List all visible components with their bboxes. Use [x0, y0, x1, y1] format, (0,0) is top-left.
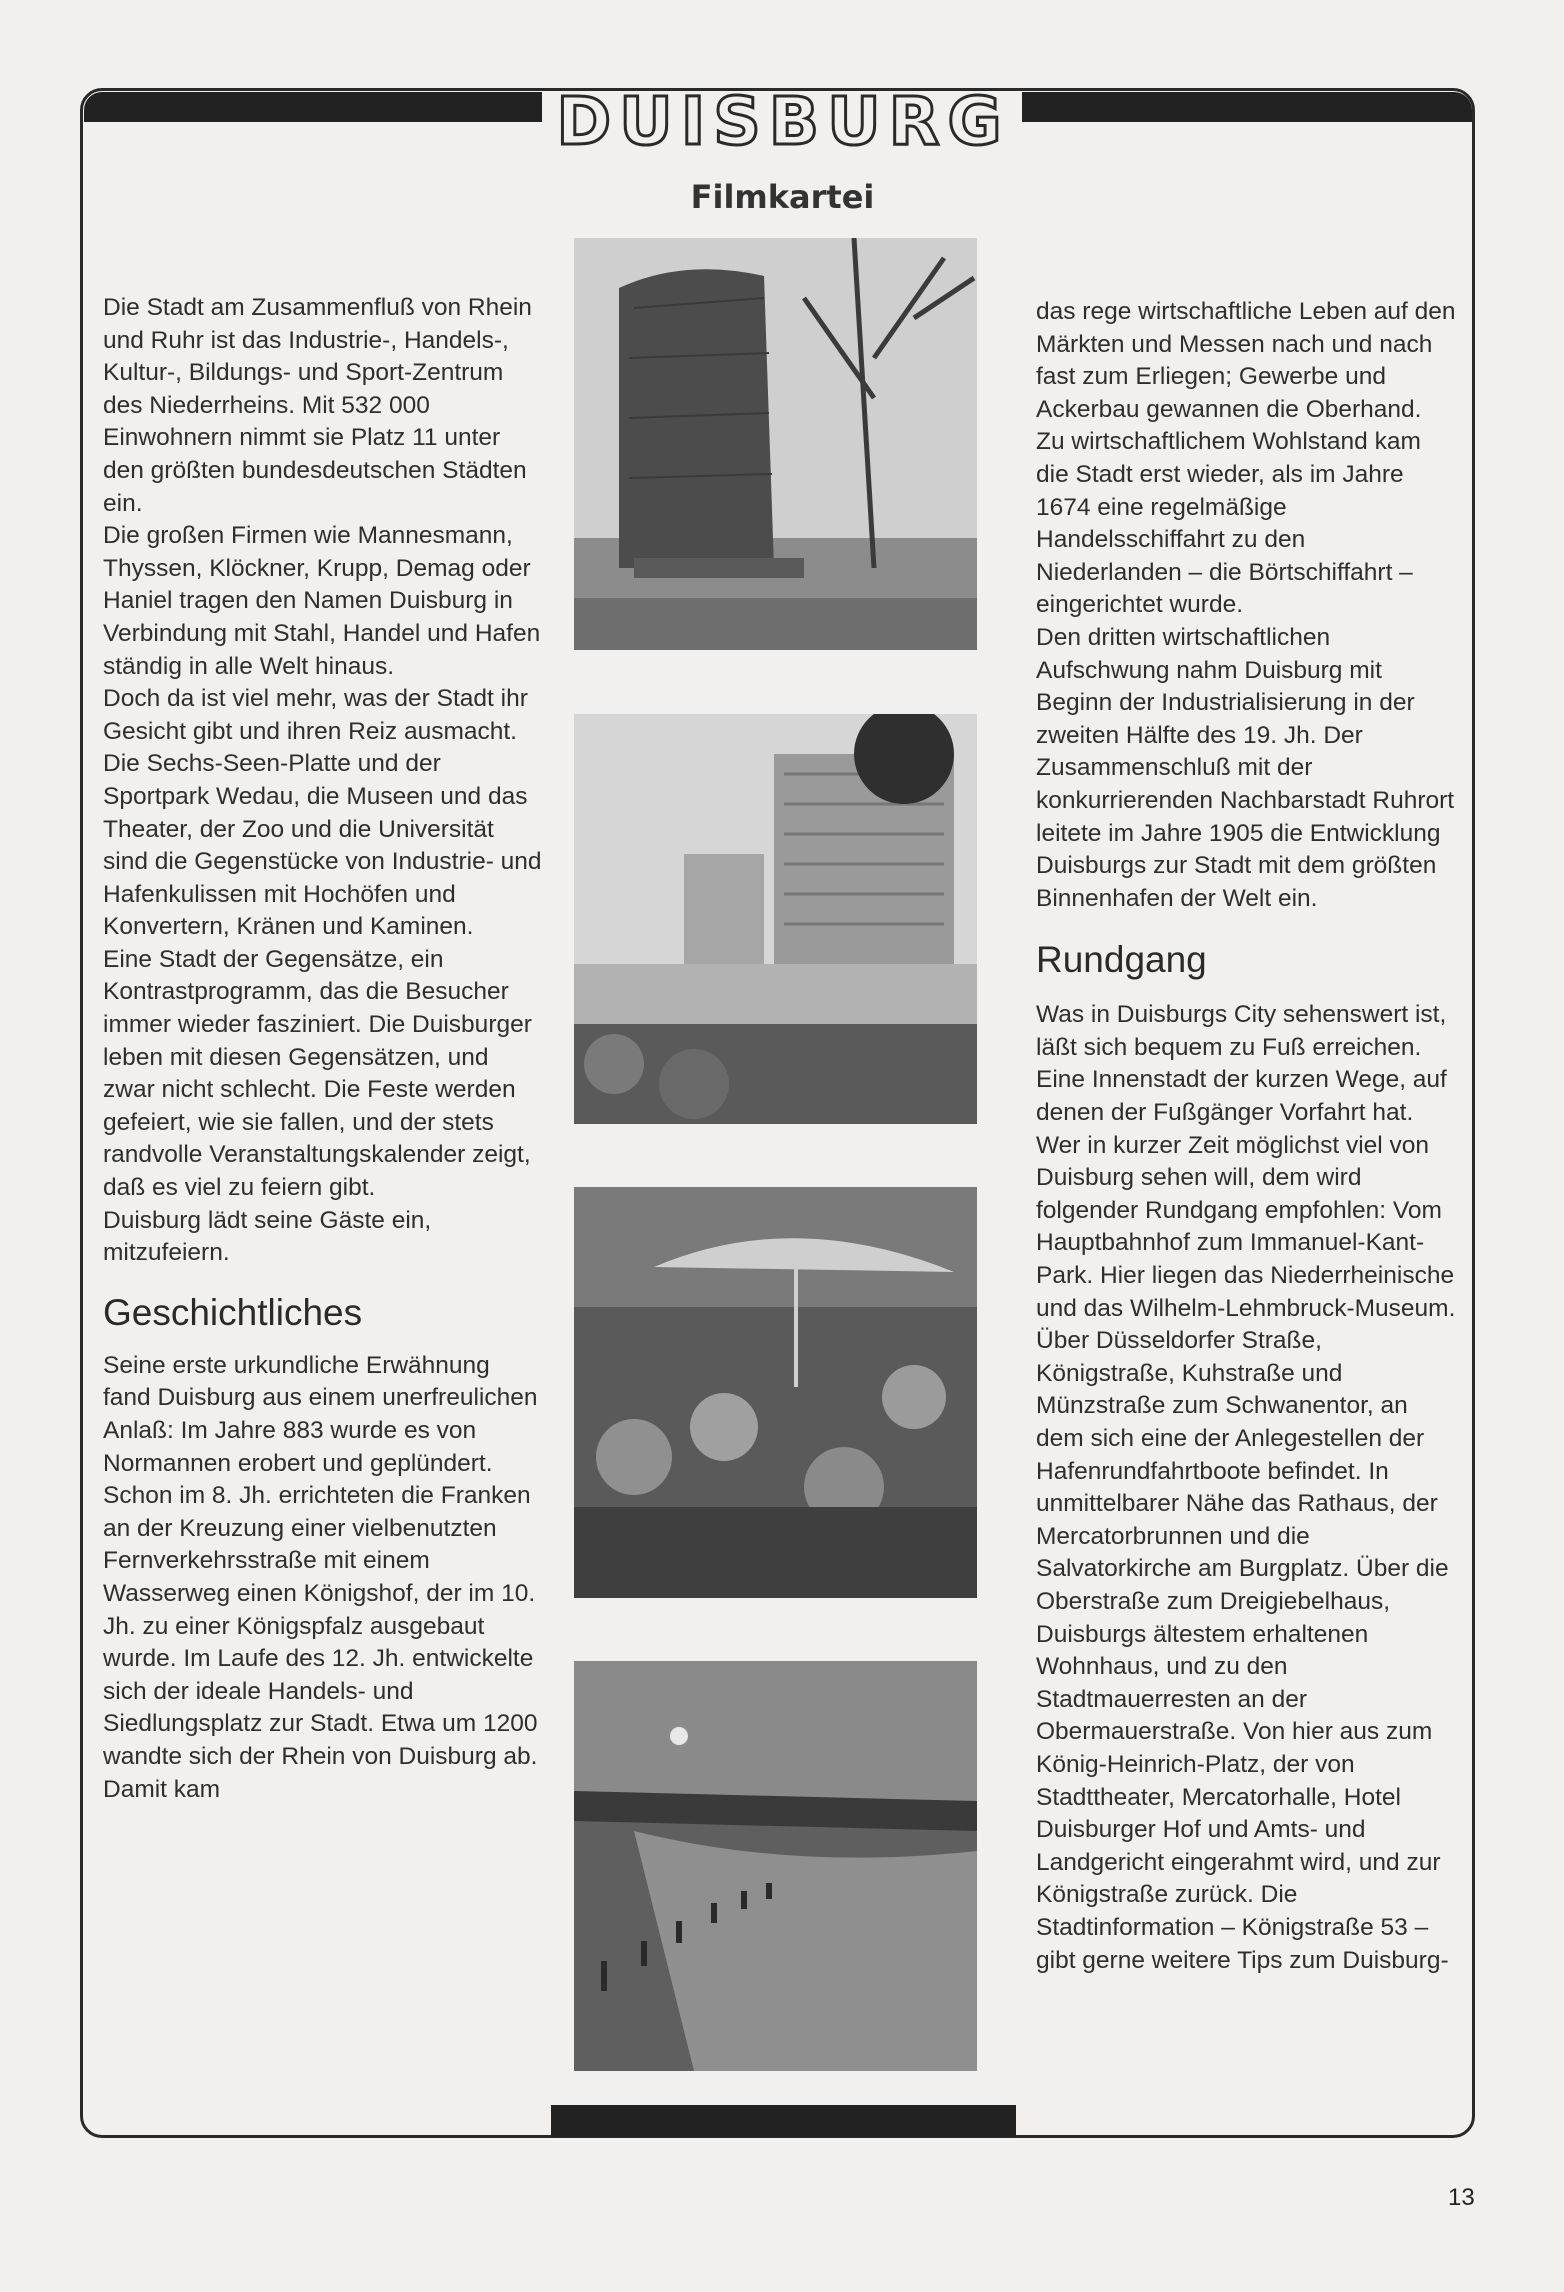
- history-paragraph: das rege wirtschaftliche Leben auf den Märkten und Messen nach und nach fast zum Erliegen; Gewerbe und Ackerbau gewannen die Oberhand. Zu wirtschaftlichem Wohlstand kam die Stadt erst wieder, als im Jahre 1674 eine regelmäßige Handelsschiffahrt zu den Niederlanden – die Börtschiffahrt – eingerichtet wurde.: [1036, 298, 1456, 619]
- header-bar-right: [1022, 92, 1472, 122]
- history-paragraph: Den dritten wirtschaftlichen Aufschwung nahm Duisburg mit Beginn der Industrialisierung in der zweiten Hälfte des 19. Jh. Der Zusammenschluß mit der konkurrierenden Nachbarstadt Ruhrort leitete im Jahre 1905 die Entwicklung Duisburgs zur Stadt mit dem größten Binnenhafen der Welt ein.: [1036, 623, 1455, 912]
- left-column: [103, 292, 543, 1806]
- intro-paragraph: Duisburg lädt seine Gäste ein, mitzufeiern.: [103, 1206, 432, 1267]
- page-number: 13: [1448, 2184, 1475, 2211]
- intro-paragraph: Die Sechs-Seen-Platte und der Sportpark Wedau, die Museen und das Theater, der Zoo und die Universität sind die Gegenstücke von Industrie- und Hafenkulissen mit Hochöfen und Konvertern, Kränen und Kaminen.: [103, 750, 542, 941]
- page-subtitle: Filmkartei: [690, 178, 875, 216]
- title-box: [548, 83, 1018, 160]
- photo-rhine-sunset: [574, 1661, 977, 2071]
- photo-cafe-terrace-image: [574, 1187, 977, 1598]
- photo-rhine-sunset-image: [574, 1661, 977, 2071]
- footer-bar: [551, 2105, 1016, 2137]
- header-bar-left: [84, 92, 542, 122]
- photo-pedestrian-street: [574, 714, 977, 1124]
- photo-tower-ruin: [574, 238, 977, 650]
- right-column: [1036, 296, 1456, 1977]
- photo-pedestrian-street-image: [574, 714, 977, 1124]
- photo-cafe-terrace: [574, 1187, 977, 1598]
- tour-paragraph: Wer in kurzer Zeit möglichst viel von Duisburg sehen will, dem wird folgender Rundgang empfohlen: Vom Hauptbahnhof zum Immanuel-Kant-Park. Hier liegen das Niederrheinische und das Wilhelm-Lehmbruck-Museum. Über Düsseldorfer Straße, Königstraße, Kuhstraße und Münzstraße zum Schwanentor, an dem sich eine der Anlegestellen der Hafenrundfahrtboote befindet. In unmittelbarer Nähe das Rathaus, der Mercatorbrunnen und die Salvatorkirche am Burgplatz. Über die Oberstraße zum Dreigiebelhaus, Duisburgs ältestem erhaltenen Wohnhaus, und zu den Stadtmauerresten an der Obermauerstraße. Von hier aus zum König-Heinrich-Platz, der von Stadttheater, Mercatorhalle, Hotel Duisburger Hof und Amts- und Landgericht eingerahmt wird, und zur Königstraße zurück. Die Stadtinformation – Königstraße 53 – gibt gerne weitere Tips zum Duisburg-: [1036, 1131, 1456, 1974]
- tour-heading: Rundgang: [1036, 939, 1207, 981]
- page-title: DUISBURG: [556, 83, 1010, 160]
- intro-paragraph: Eine Stadt der Gegensätze, ein Kontrastprogramm, das die Besucher immer wieder fasziniert. Die Duisburger leben mit diesen Gegensätzen, und zwar nicht schlecht. Die Feste werden gefeiert, wie sie fallen, und der stets randvolle Veranstaltungskalender zeigt, daß es viel zu feiern gibt.: [103, 945, 532, 1202]
- intro-paragraph: Doch da ist viel mehr, was der Stadt ihr Gesicht gibt und ihren Reiz ausmacht.: [103, 685, 528, 745]
- photo-tower-ruin-image: [574, 238, 977, 650]
- intro-paragraph: Die Stadt am Zusammenfluß von Rhein und Ruhr ist das Industrie-, Handels-, Kultur-, Bildungs- und Sport-Zentrum des Niederrheins. Mit 532 000 Einwohnern nimmt sie Platz 11 unter den größten bundesdeutschen Städten ein.: [103, 294, 532, 517]
- tour-paragraph: Was in Duisburgs City sehenswert ist, läßt sich bequem zu Fuß erreichen. Eine Innenstadt der kurzen Wege, auf denen der Fußgänger Vorfahrt hat.: [1036, 1001, 1447, 1127]
- history-paragraph: Schon im 8. Jh. errichteten die Franken an der Kreuzung einer vielbenutzten Fernverkehrsstraße mit einem Wasserweg einen Königshof, der im 10. Jh. zu einer Königspfalz ausgebaut wurde. Im Laufe des 12. Jh. entwickelte sich der ideale Handels- und Siedlungsplatz zur Stadt. Etwa um 1200 wandte sich der Rhein von Duisburg ab. Damit kam: [103, 1482, 538, 1803]
- history-heading: Geschichtliches: [103, 1291, 363, 1333]
- history-paragraph: Seine erste urkundliche Erwähnung fand Duisburg aus einem unerfreulichen Anlaß: Im Jahre 883 wurde es von Normannen erobert und geplündert.: [103, 1351, 538, 1477]
- intro-paragraph: Die großen Firmen wie Mannesmann, Thyssen, Klöckner, Krupp, Demag oder Haniel tragen den Namen Duisburg in Verbindung mit Stahl, Handel und Hafen ständig in alle Welt hinaus.: [103, 522, 541, 680]
